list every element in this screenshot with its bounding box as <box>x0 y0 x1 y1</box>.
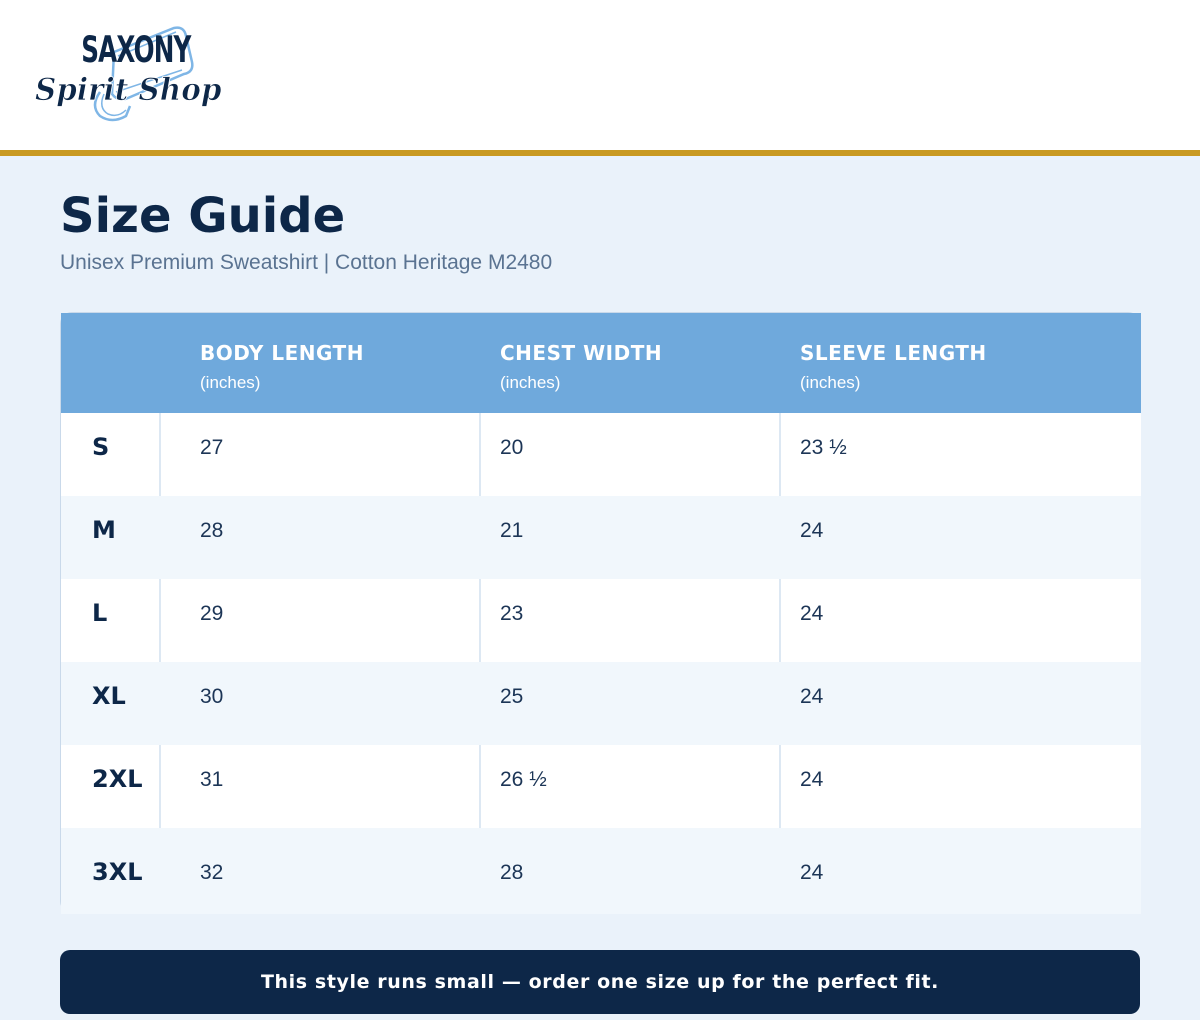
chest-width-value: 26 ½ <box>500 768 547 791</box>
table-row <box>61 828 1141 914</box>
body-length-value: 30 <box>200 685 224 708</box>
table-row <box>61 496 1141 579</box>
page-title: Size Guide <box>60 188 346 244</box>
product-subtitle: Unisex Premium Sweatshirt | Cotton Heritage M2480 <box>60 251 553 274</box>
body-length-value: 31 <box>200 768 224 791</box>
table-row <box>61 745 1141 828</box>
sleeve-length-value: 24 <box>800 602 824 625</box>
sleeve-length-value: 24 <box>800 861 824 884</box>
svg-text:Spirit Shop: Spirit Shop <box>34 72 222 109</box>
column-header-sleeve-length: SLEEVE LENGTH (inches) <box>800 341 987 392</box>
table-row <box>61 579 1141 662</box>
chest-width-value: 25 <box>500 685 524 708</box>
size-label: XL <box>92 682 126 710</box>
size-label: L <box>92 599 108 627</box>
table-row <box>61 662 1141 745</box>
size-label: M <box>92 516 116 544</box>
saxony-spirit-shop-logo[interactable] <box>34 22 222 126</box>
body-length-value: 29 <box>200 602 224 625</box>
sleeve-length-value: 24 <box>800 685 824 708</box>
chest-width-value: 23 <box>500 602 524 625</box>
svg-text:SAXONY: SAXONY <box>81 29 191 72</box>
size-label: S <box>92 433 110 461</box>
chest-width-value: 21 <box>500 519 524 542</box>
sleeve-length-value: 24 <box>800 519 824 542</box>
sleeve-length-value: 23 ½ <box>800 436 847 459</box>
sleeve-length-value: 24 <box>800 768 824 791</box>
table-header <box>61 313 1141 413</box>
body-length-value: 32 <box>200 861 224 884</box>
size-label: 2XL <box>92 765 143 793</box>
table-row <box>61 413 1141 496</box>
size-label: 3XL <box>92 858 143 886</box>
column-header-body-length: BODY LENGTH (inches) <box>200 341 364 392</box>
body-length-value: 28 <box>200 519 224 542</box>
fit-notice-banner <box>60 950 1140 1014</box>
megaphone-logo-icon <box>34 22 222 126</box>
body-length-value: 27 <box>200 436 224 459</box>
column-header-chest-width: CHEST WIDTH (inches) <box>500 341 663 392</box>
site-header <box>0 0 1200 156</box>
chest-width-value: 28 <box>500 861 524 884</box>
fit-notice-text: This style runs small — order one size up for the perfect fit. <box>260 971 939 993</box>
chest-width-value: 20 <box>500 436 524 459</box>
size-table <box>60 312 1140 913</box>
